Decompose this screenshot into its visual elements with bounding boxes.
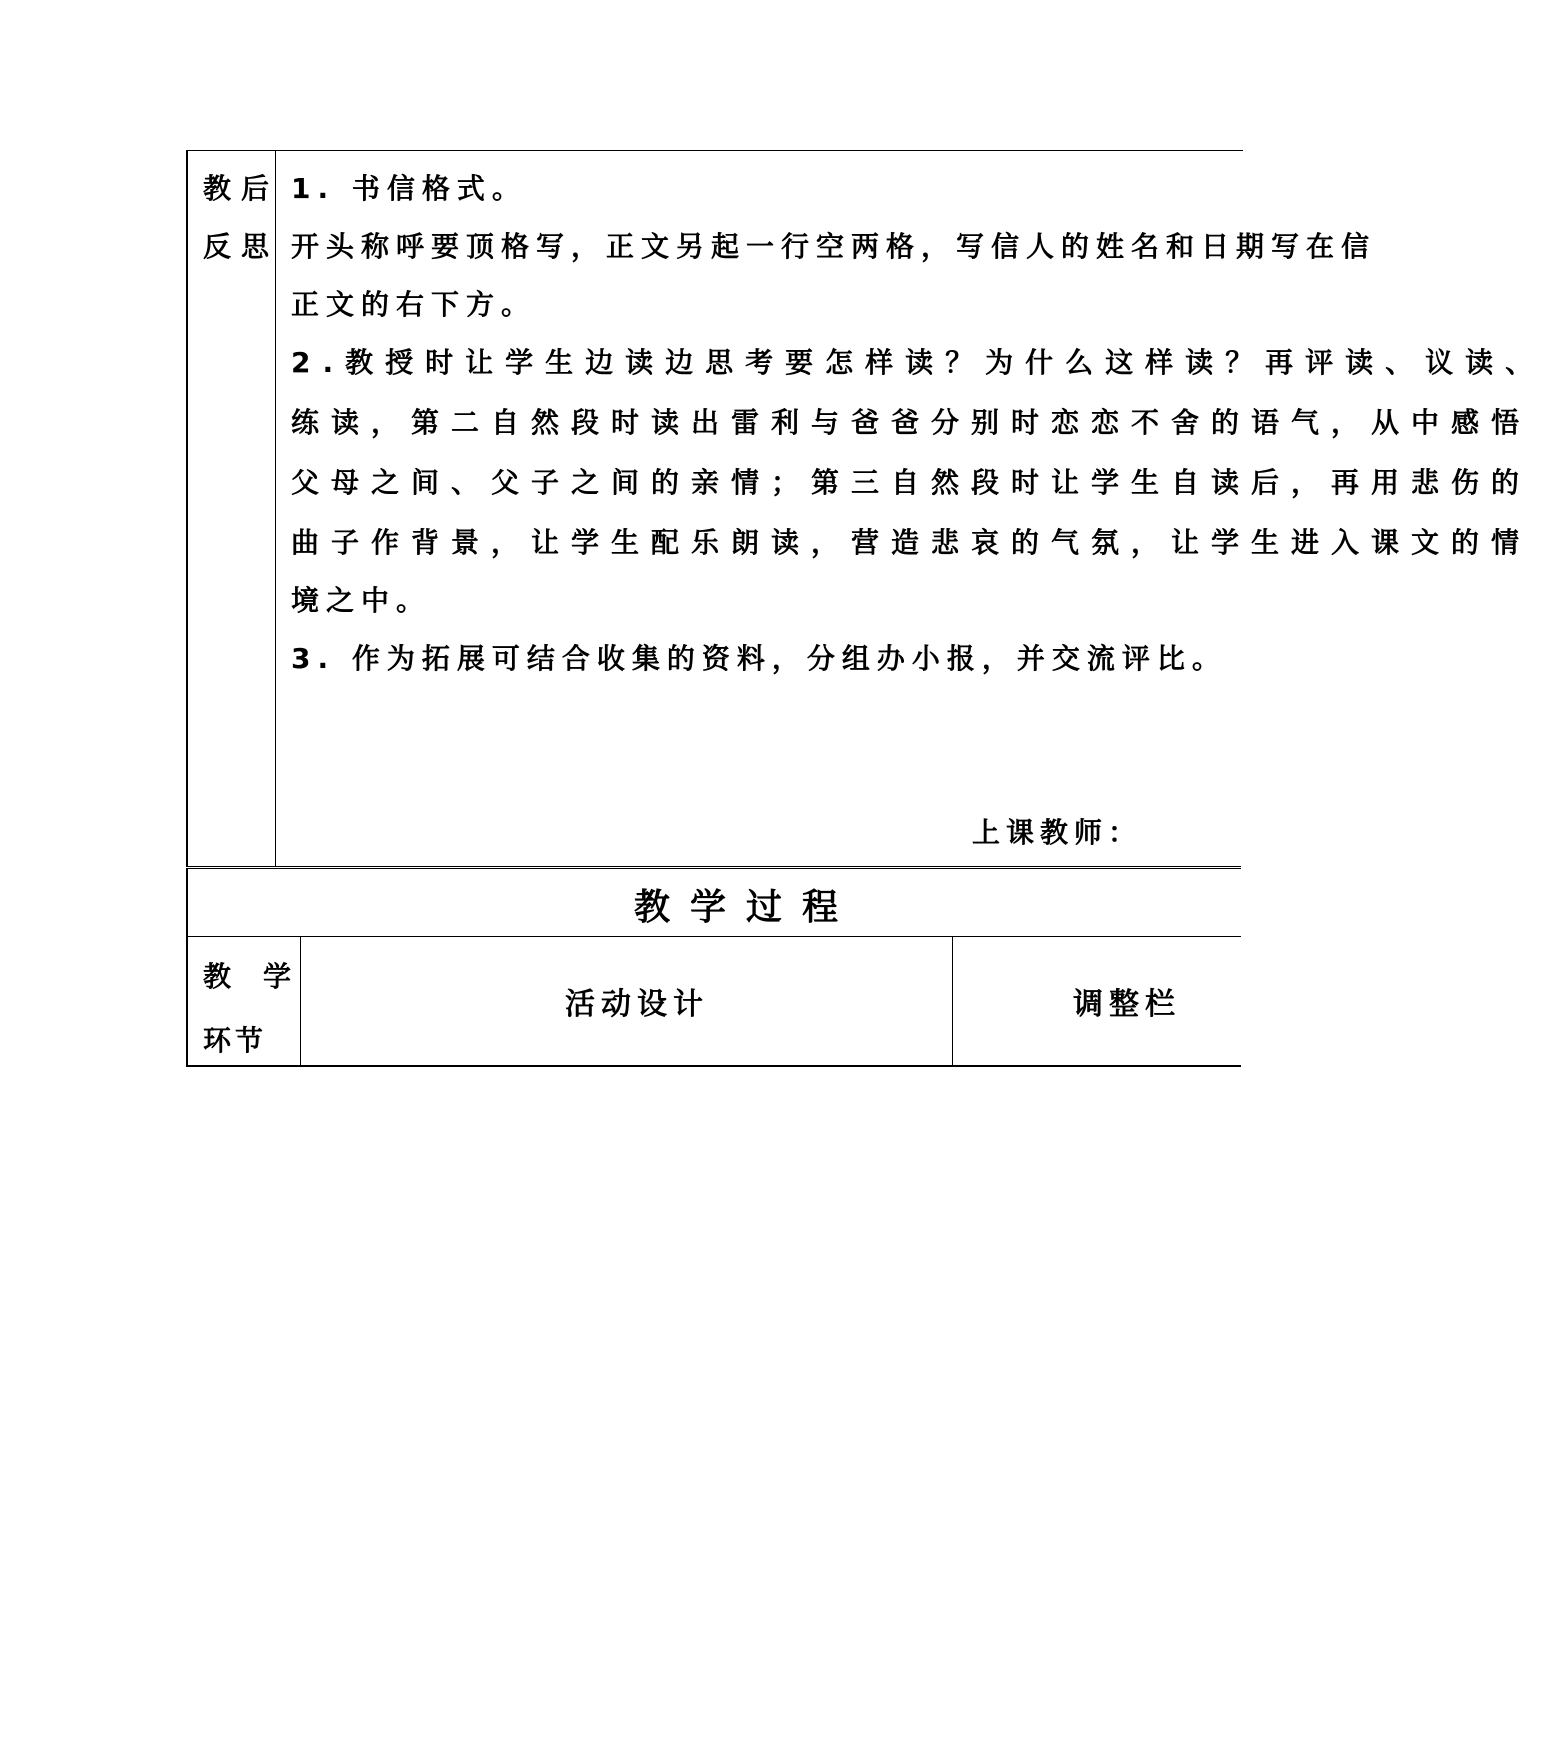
reflection-line: 3. 作为拓展可结合收集的资料，分组办小报，并交流评比。: [291, 642, 1227, 675]
header-adjust-cell: [953, 937, 1253, 1065]
process-title-row: [186, 869, 1241, 937]
reflection-line: 1. 书信格式。: [291, 172, 527, 205]
reflection-line: 境之中。: [291, 584, 432, 617]
header-step-cell: [188, 937, 324, 1065]
reflection-label-line1: 教后: [203, 172, 280, 205]
lesson-table: [186, 150, 1545, 1067]
reflection-section: [186, 150, 1545, 866]
header-step-line1: 教学: [203, 960, 324, 993]
reflection-line: 曲子作背景，让学生配乐朗读，营造悲哀的气氛，让学生进入课文的情: [291, 526, 1532, 559]
header-activity-cell: [301, 937, 953, 1065]
process-title: 教学过程: [634, 887, 859, 928]
teacher-signature-label: 上课教师：: [972, 816, 1143, 849]
reflection-content-cell: [276, 151, 1545, 866]
reflection-line: 正文的右下方。: [291, 288, 537, 321]
header-step-line2: 环节: [203, 1024, 268, 1057]
reflection-line: 父母之间、父子之间的亲情；第三自然段时让学生自读后，再用悲伤的: [291, 466, 1532, 499]
header-adjust-label: 调整栏: [1073, 987, 1181, 1022]
process-header-row: [186, 937, 1241, 1067]
reflection-line: 练读，第二自然段时读出雷利与爸爸分别时恋恋不舍的语气，从中感悟: [291, 406, 1532, 439]
reflection-line: 2.教授时让学生边读边思考要怎样读？为什么这样读？再评读、议读、: [291, 346, 1545, 379]
reflection-label-cell: [188, 151, 280, 866]
header-activity-label: 活动设计: [565, 987, 709, 1022]
reflection-line: 开头称呼要顶格写，正文另起一行空两格，写信人的姓名和日期写在信: [291, 230, 1377, 263]
reflection-label-line2: 反思: [203, 230, 280, 263]
